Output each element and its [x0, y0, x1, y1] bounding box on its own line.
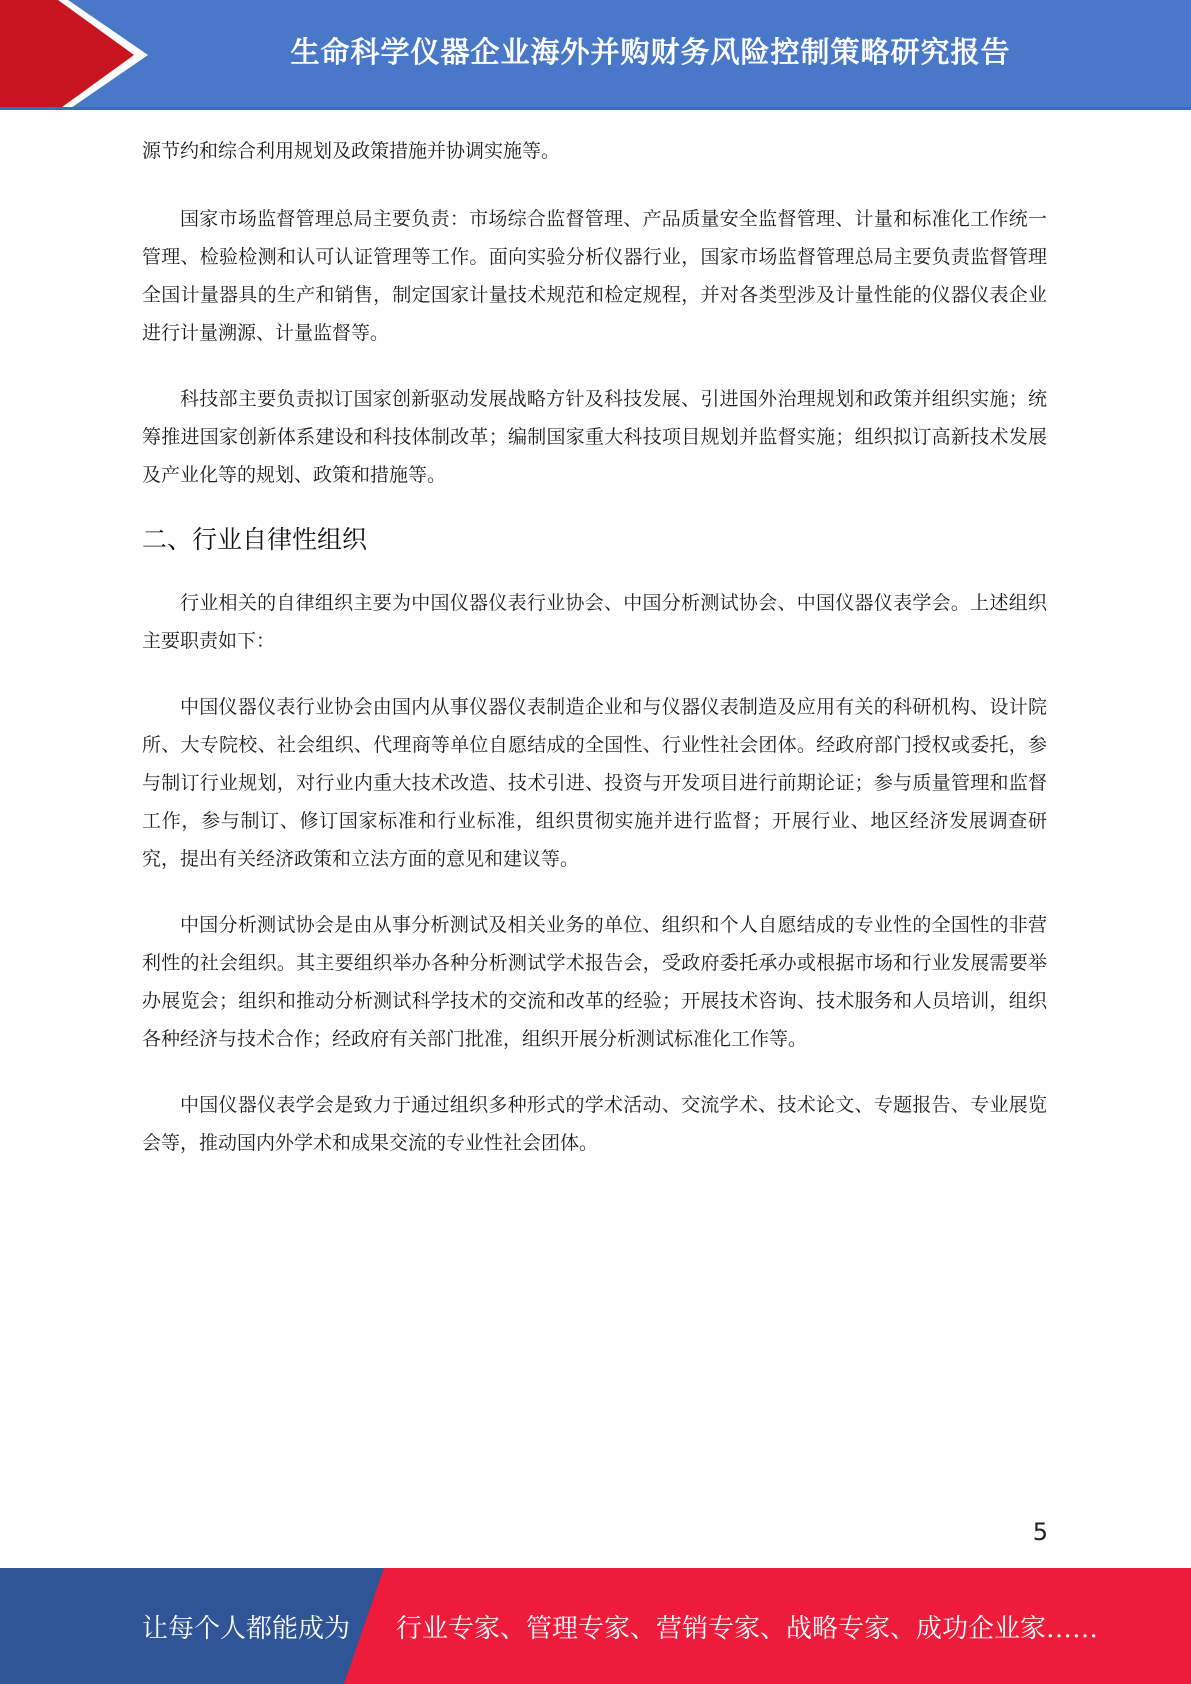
paragraph: 中国仪器仪表行业协会由国内从事仪器仪表制造企业和与仪器仪表制造及应用有关的科研机构、设计院所、大专院校、社会组织、代理商等单位自愿结成的全国性、行业性社会团体。经政府部门授权或委托，参与制订行业规划，对行业内重大技术改造、技术引进、投资与开发项目进行前期论证；参与质量管理和监督工作，参与制订、修订国家标准和行业标准，组织贯彻实施并进行监督；开展行业、地区经济发展调查研究，提出有关经济政策和立法方面的意见和建议等。 — [142, 696, 1047, 870]
page-content — [142, 132, 1047, 1190]
footer-slogan-left: 让每个人都能成为 — [142, 1613, 351, 1644]
paragraph: 行业相关的自律组织主要为中国仪器仪表行业协会、中国分析测试协会、中国仪器仪表学会。上述组织主要职责如下： — [142, 592, 1047, 652]
page-footer — [0, 1568, 1191, 1684]
section-heading: 二、行业自律性组织 — [142, 525, 368, 554]
paragraph: 国家市场监督管理总局主要负责：市场综合监督管理、产品质量安全监督管理、计量和标准化工作统一管理、检验检测和认可认证管理等工作。面向实验分析仪器行业，国家市场监督管理总局主要负责监督管理全国计量器具的生产和销售，制定国家计量技术规范和检定规程，并对各类型涉及计量性能的仪器仪表企业进行计量溯源、计量监督等。 — [142, 208, 1047, 344]
page-number: 5 — [1032, 1518, 1048, 1546]
paragraph: 源节约和综合利用规划及政策措施并协调实施等。 — [142, 140, 561, 162]
page-header — [0, 0, 1191, 110]
paragraph: 科技部主要负责拟订国家创新驱动发展战略方针及科技发展、引进国外治理规划和政策并组织实施；统筹推进国家创新体系建设和科技体制改革；编制国家重大科技项目规划并监督实施；组织拟订高新技术发展及产业化等的规划、政策和措施等。 — [142, 388, 1047, 486]
footer-slogan-right: 行业专家、管理专家、营销专家、战略专家、成功企业家…… — [396, 1613, 1099, 1644]
header-title: 生命科学仪器企业海外并购财务风险控制策略研究报告 — [290, 34, 1011, 69]
paragraph: 中国仪器仪表学会是致力于通过组织多种形式的学术活动、交流学术、技术论文、专题报告、专业展览会等，推动国内外学术和成果交流的专业性社会团体。 — [142, 1094, 1047, 1154]
paragraph: 中国分析测试协会是由从事分析测试及相关业务的单位、组织和个人自愿结成的专业性的全国性的非营利性的社会组织。其主要组织举办各种分析测试学术报告会，受政府委托承办或根据市场和行业发展需要举办展览会；组织和推动分析测试科学技术的交流和改革的经验；开展技术咨询、技术服务和人员培训，组织各种经济与技术合作；经政府有关部门批准，组织开展分析测试标准化工作等。 — [142, 914, 1047, 1050]
